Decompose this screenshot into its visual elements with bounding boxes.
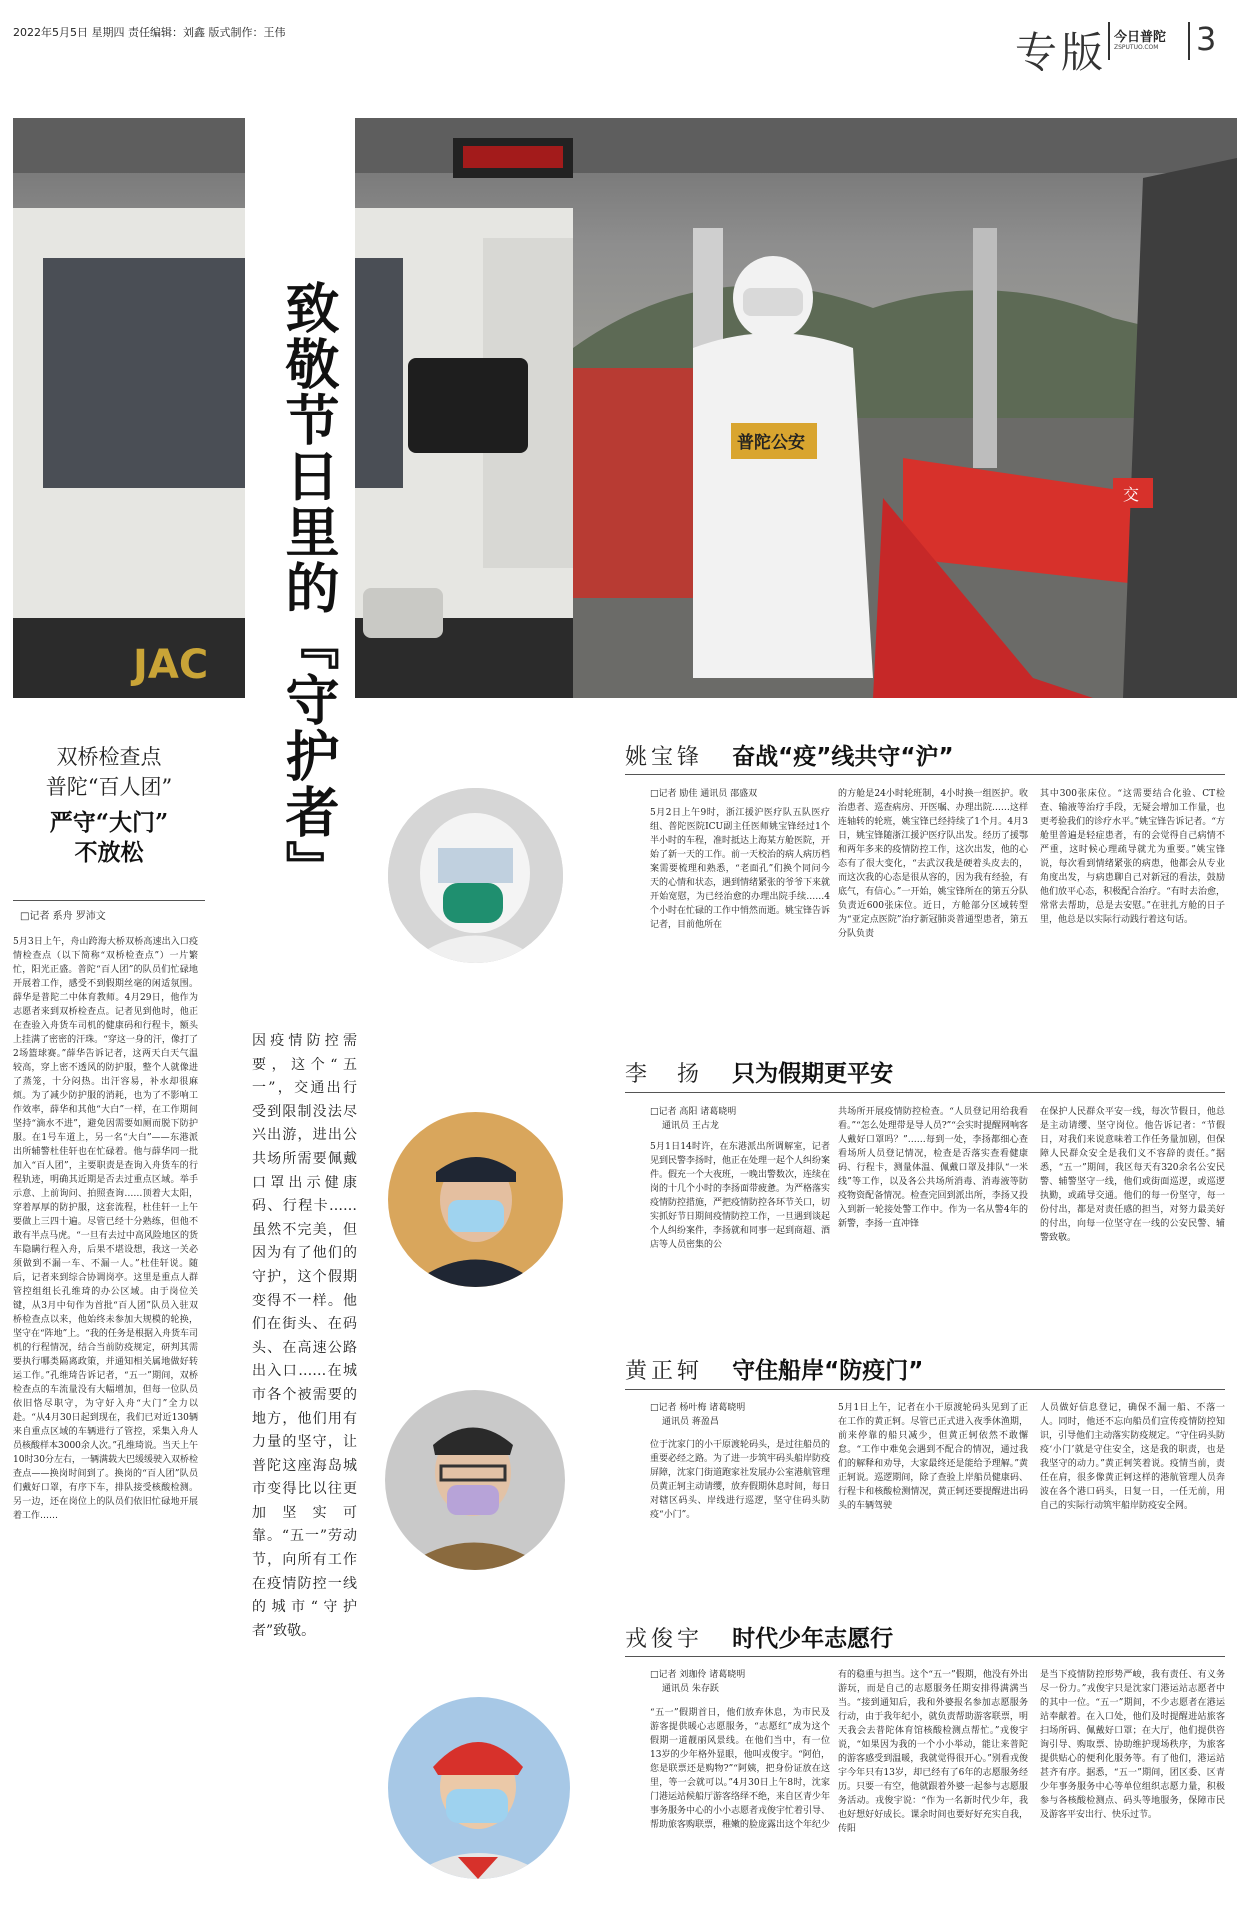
main-title: 致敬节日里的『守护者』 [277, 280, 341, 896]
story-column: “五一”假期首日，他们放弃休息，为市民及游客提供暖心志愿服务，“志愿红”成为这个假期一道靓丽风景线。在他们当中，有一位13岁的少年格外显眼，他叫戎俊宇。“阿伯，您是联票还是购物?”“阿姨，把身份证放在这里，等一会就可以。”4月30日上午8时，沈家门港运站候船厅游客络绎不绝，来自区青少年事务服务中心的小小志愿者戎俊宇忙着引导、帮助旅客购联票，稚嫩的脸庞露出这个年纪少 [650, 1708, 830, 1830]
vest-label: 普陀公安 [737, 433, 805, 453]
intro-quote: 因疫情防控需要，这个“五一”，交通出行受到限制没法尽兴出游，进出公共场所需要佩戴口罩出示健康码、行程卡……虽然不完美，但因为有了他们的守护，这个假期变得不一样。他们在街头、在码头、在高速公路出入口……在城市各个被需要的地方，他们用有力量的坚守，让普陀这座海岛城市变得比以往更加坚实可靠。“五一”劳动节，向所有工作在疫情防控一线的城市“守护者”致敬。 [252, 1033, 357, 1639]
story-byline: □记者 高阳 诸葛晓明 [650, 1107, 737, 1117]
hero-photo-illustration [13, 118, 1237, 698]
portrait-li-yang [388, 1112, 563, 1287]
story-column: 位于沈家门的小干原渡轮码头，是过往船员的重要必经之路。为了进一步筑牢码头船岸防疫屏障，沈家门街道跑家社发展办公室港航管理员黄正轲主动请缨，放弃假期休息时间，每日对辖区码头、岸线进行巡逻，坚守住码头防疫“小门”。 [650, 1440, 830, 1520]
left-story-headline-line2: 不放松 [74, 839, 144, 866]
story-byline: □记者 杨叶梅 诸葛晓明 [650, 1403, 746, 1413]
divider [625, 1389, 1225, 1390]
portrait-yao-baofeng [388, 788, 563, 963]
story-li-header [625, 1055, 1225, 1088]
story-column: 5月1日上午，记者在小干原渡轮码头见到了正在工作的黄正轲。尽管已正式进入夜季休渔期，前来停靠的船只减少，但黄正轲依然不敢懈怠。“工作中难免会遇到不配合的情况，通过我们的解释和劝导，大家最终还是能给予理解。”黄正轲说。巡逻期间，除了查验上岸船员健康码、行程卡和核酸检测情况，黄正轲还要提醒进出码头的车辆驾驶 [838, 1403, 1028, 1511]
story-title: 只为假期更平安 [732, 1061, 894, 1087]
portrait-rong-junyu [388, 1697, 570, 1879]
story-name: 李 扬 [625, 1062, 704, 1087]
story-title: 时代少年志愿行 [732, 1626, 894, 1652]
portrait-huang-zhengke [385, 1390, 565, 1570]
story-name: 黄正轲 [625, 1359, 704, 1384]
story-column: 5月2日上午9时，浙江援沪医疗队五队医疗组、普陀医院ICU副主任医师姚宝锋经过1个半小时的车程，准时抵达上海某方舱医院，开始了新一天的工作。前一天校治的病人病历档案需要梳理和熟悉，“老面孔”们换个同问今天的心情和状态，遇到情绪紧张的爷爷下来就开始宽慰，为已经治愈的办理出院手续……4个小时在忙碌的工作中悄然而逝。姚宝锋告诉记者，目前他所在 [650, 808, 830, 930]
story-column: 有的稳重与担当。这个“五一”假期，他没有外出游玩，而是自己的志愿服务任期安排得满满当当。“接到通知后，我和外婆报名参加志愿服务行动，由于我年纪小，就负责帮助游客联票，明天我会去普陀体育馆核酸检测点帮忙。”戎俊宇说，“如果因为我的一个小小举动，能让来普陀的游客感受到温暖，我就觉得很开心。”别看戎俊宇今年只有13岁，却已经有了6年的志愿服务经历。只要一有空，他就跟着外婆一起参与志愿服务活动。戎俊宇说：“作为一名新时代少年，我也好想好好成长。课余时间也要好好充实自我，传阳 [838, 1670, 1028, 1834]
story-column: 在保护人民群众平安一线，每次节假日，他总是主动请缨、坚守岗位。他告诉记者：“节假日，对我们来说意味着工作任务量加剧，但保障人民群众安全是我们义不容辞的责任。”据悉，“五一”期间，我区每天有320余名公安民警、辅警坚守一线，他们或街面巡逻，或巡逻执勤，或疏导交通。他们的每一份坚守，每一份付出，都是对责任感的担当，对努力最美好的付出，向每一位坚守在一线的公安民警、辅警致敬。 [1040, 1107, 1225, 1243]
story-byline: □记者 刘珈伶 诸葛晓明 [650, 1670, 746, 1680]
logo-url: ZSPUTUO.COM [1114, 44, 1159, 51]
divider [625, 1656, 1225, 1657]
story-byline: 通讯员 蒋盈昌 [662, 1417, 719, 1427]
story-title: 奋战“疫”线共守“沪” [732, 744, 954, 770]
story-column: 是当下疫情防控形势严峻，我有责任、有义务尽一份力。”戎俊宇只是沈家门港运站志愿者中的其中一位。“五一”期间，不少志愿者在港运站奉献着。在入口处，他们及时提醒进站旅客扫场所码、佩戴好口罩；在大厅，他们提供咨询引导、购取票、协助维护现场秩序，为旅客提供贴心的便利化服务等。有了他们，港运站甚齐有序。据悉，“五一”期间，团区委、区青少年事务服务中心等单位组织志愿力量，积极参与各核酸检测点、码头等地服务，保障市民及游客平安出行、快乐过节。 [1040, 1670, 1225, 1820]
story-byline: 通讯员 朱存跃 [662, 1684, 719, 1694]
left-story-subtitle [13, 742, 205, 802]
story-yao-header [625, 738, 1225, 771]
left-story-headline [13, 808, 205, 868]
sign-label: 交 [1123, 485, 1140, 504]
hero-photo [13, 118, 1237, 698]
story-rong-header [625, 1620, 1225, 1653]
story-column: 5月1日14时许，在东港派出所调解室，记者见到民警李扬时，他正在处理一起个人纠纷案件。假充一个大夜班，一晚出警数次，连续在岗的十几个小时的李扬面带疲惫。为严格落实疫情防控措施，严把疫情防控各环节关口，切实抓好节日期间疫情防控工作，一旦遇到谈起个人纠纷案件，李扬就和同事一起到商超、酒店等人员密集的公 [650, 1142, 830, 1250]
story-column: 人员做好信息登记，确保不漏一船、不落一人。同时，他还不忘向船员们宣传疫情防控知识，引导他们主动落实防疫规定。“守住码头防疫‘小门’就是守住安全，这是我的职责，也是我坚守的动力。”黄正轲笑着说。疫情当前，责任在肩，很多像黄正轲这样的港航管理人员奔波在各个港口码头，日复一日，一任无前，用自己的实际行动筑牢船岸防疫安全网。 [1040, 1403, 1225, 1511]
page-number: 3 [1196, 20, 1217, 58]
story-name: 姚宝锋 [625, 745, 704, 770]
divider [625, 774, 1225, 775]
story-column: 其中300张床位。“这需要结合化验、CT检查、输液等治疗手段，无疑会增加工作量，也更考验我们的诊疗水平。”姚宝锋告诉记者。“方舱里普遍是轻症患者，有的会觉得自己病情不严重，这时候心理疏导就尤为重要。”姚宝锋说，每次看到情绪紧张的病患，他都会从专业角度出发，与病患聊自己对新冠的看法，鼓励他们放平心态，积极配合治疗。“有时去治愈，常常去帮助，总是去安慰。”在驻扎方舱的日子里，他总是以实际行动践行着这句话。 [1040, 789, 1225, 925]
story-byline: □记者 励佳 通讯员 邵盛双 [650, 789, 758, 799]
left-story-text: 5月3日上午，舟山跨海大桥双桥高速出入口疫情检查点（以下简称“双桥检查点”）一片繁忙，阳光正盛。普陀“百人团”的队员们忙碌地开展着工作，感受不到假期丝毫的闲适氛围。薛华是普陀二中体育教师。4月29日，他作为志愿者来到双桥检查点。记者见到他时，他正在查验入舟货车司机的健康码和行程卡，额头上挂满了密密的汗珠。“穿这一身的汗，像打了2场篮球赛。”薛华告诉记者，这两天白天气温较高，穿上密不透风的防护服，整个人就像进了蒸笼，十分闷热。出汗容易，补水却很麻烦。为了减少防护服的消耗，也为了不影响工作效率，薛华和其他“大白”一样，在工作期间坚持“滴水不进”，避免因需要如厕而脱下防护服。在1号车道上，另一名“大白”——东港派出所辅警杜佳轩也在忙碌着。他与薛华同一批加入“百人团”，主要职责是查询入舟货车的行程轨迹，明确其近期是否去过重点区域。举手示意、上前询问、拍照查询……顶着大太阳，穿着厚厚的防护服，这套流程，杜佳轩一上午要做上三四十遍。尽管已经十分熟练，但他不敢有半点马虎。“一旦有去过中高风险地区的货车隐瞒行程入舟，后果不堪设想，我这一关必须做到不漏一车、不漏一人。”杜佳轩说。随后，记者来到综合协调岗亭。这里是重点人群管控组组长孔维琦的办公区域。由于岗位关键，从3月中旬作为首批“百人团”队员入驻双桥检查点以来，他始终未参加大规模的轮换，坚守在“阵地”上。“我的任务是根据入舟货车司机的行程情况，结合当前防疫规定，研判其需要执行哪类隔离政策，并通知相关属地做好转运工作。”孔维琦告诉记者，“五一”期间，双桥检查点的车流量没有大幅增加，但每一位队员依旧恪尽职守，为守好入舟“大门”全力以赴。“从4月30日起到现在，我们已对近130辆来自重点区域的车辆进行了管控，采集入舟人员核酸样本3000余人次。”孔维琦说。当天上午10时30分左右，一辆满载大巴缓缓驶入双桥检查点——换岗时间到了。换岗的“百人团”队员们戴好口罩，有序下车，排队接受核酸检测。另一边，还在岗位上的队员们依旧忙碌地开展着工作…… [13, 937, 198, 1521]
story-title: 守住船岸“防疫门” [732, 1358, 924, 1384]
story-huang-header [625, 1352, 1225, 1385]
left-story-headline-line1: 严守“大门” [49, 809, 169, 836]
header-info: 2022年5月5日 星期四 责任编辑：刘鑫 版式制作：王伟 [13, 26, 286, 39]
story-column: 的方舱是24小时轮班制，4小时换一组医护。收治患者、巡查病房、开医嘱、办理出院……这样连轴转的轮班，姚宝锋已经持续了1个月。4月3日，姚宝锋随浙江援沪医疗队出发。经历了援鄂和两年多来的疫情防控工作，这次出发，他的心态有了很大变化，“去武汉我是硬着头皮去的，而这次我的心态是很从容的，因为我有经验，有底气，有信心。”一开始，姚宝锋所在的第五分队负责近600张床位。近日，方舱部分区域转型为“亚定点医院”治疗新冠肺炎普通型患者，第五分队负责 [838, 789, 1028, 939]
story-byline: 通讯员 王占龙 [662, 1121, 719, 1131]
truck-logo-text: JAC [133, 642, 209, 688]
left-story-byline: □记者 系舟 罗沛文 [20, 911, 106, 922]
story-name: 戎俊宇 [625, 1627, 704, 1652]
divider [625, 1092, 1225, 1093]
left-story-subtitle-line2: 普陀“百人团” [45, 775, 173, 799]
section-title: 专版 [1015, 28, 1108, 77]
left-story-subtitle-line1: 双桥检查点 [56, 745, 162, 769]
page-header [0, 0, 1239, 77]
divider [13, 900, 205, 901]
logo-text: 今日普陀 [1114, 30, 1167, 45]
story-column: 共场所开展疫情防控检查。“人员登记用给我看看。”“怎么处理带是导人员?”“会实时提醒网响客人戴好口罩吗？”……每到一处，李扬都细心查看场所人员登记情况，检查是否落实查看健康码、行程卡，测量体温、佩戴口罩及排队“一米线”等工作，以及各公共场所消毒、消毒液等防疫物资配备情况。检查完回到派出所，李扬又投入到新一轮接处警工作中。作为一名从警4年的新警，李扬一直冲锋 [838, 1107, 1028, 1229]
